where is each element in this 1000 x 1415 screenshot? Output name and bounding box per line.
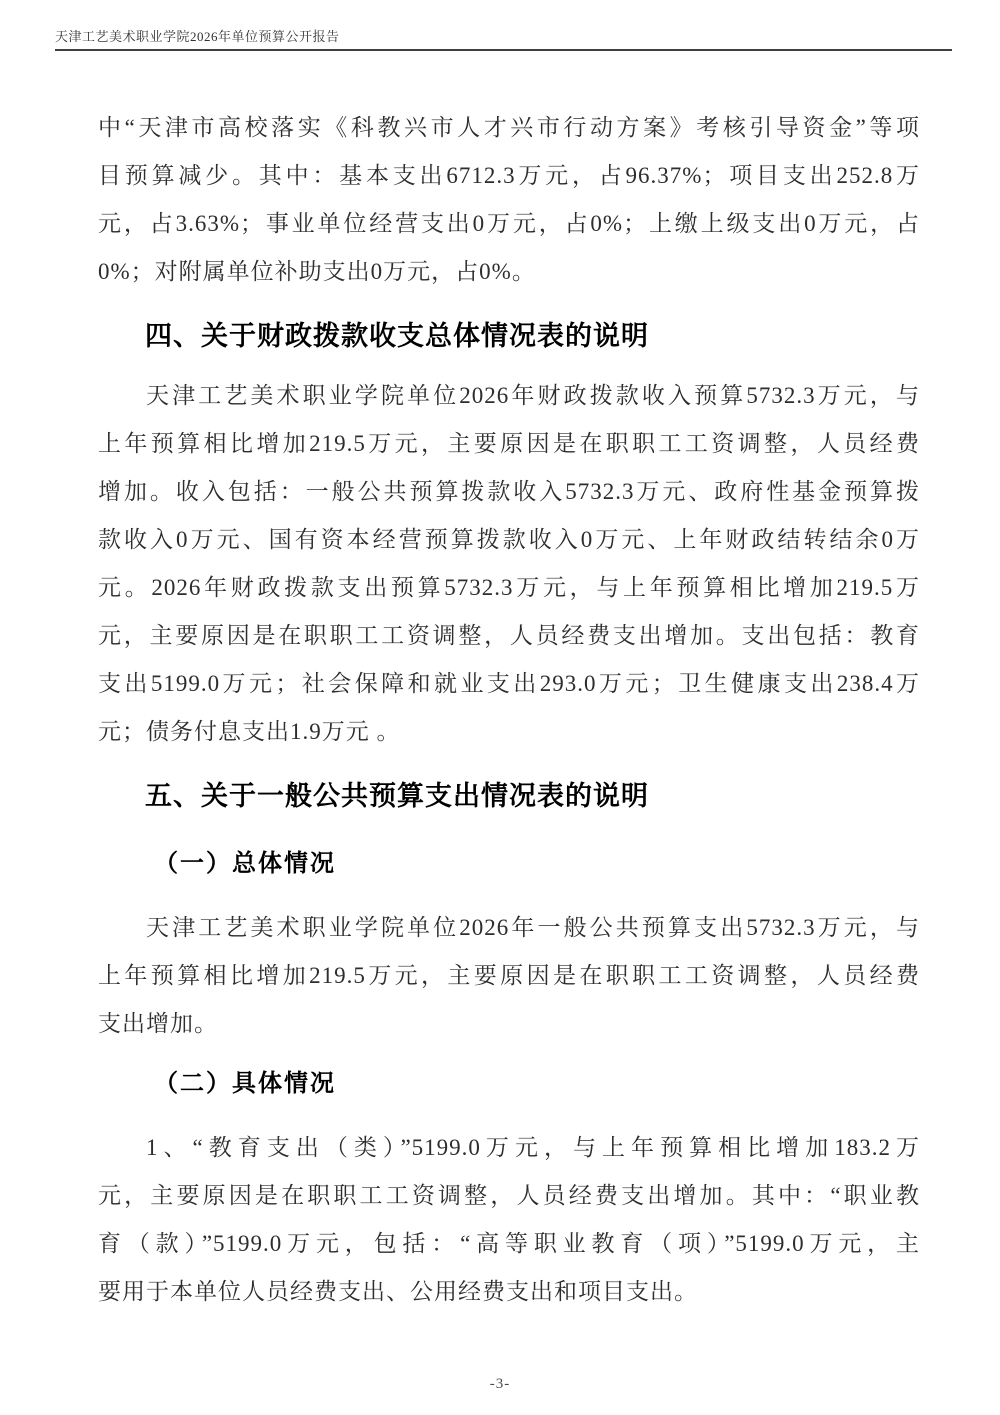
paragraph-line: 0%；对附属单位补助支出0万元，占0%。: [98, 259, 536, 284]
paragraph-line: 款收入0万元、国有资本经营预算拨款收入0万元、上年财政结转结余0万: [98, 527, 920, 552]
continuation-paragraph: [98, 104, 920, 296]
paragraph-line: 天津工艺美术职业学院单位2026年一般公共预算支出5732.3万元，与: [146, 915, 920, 940]
paragraph-line: 要用于本单位人员经费支出、公用经费支出和项目支出。: [98, 1279, 698, 1304]
section-heading-4: 四、关于财政拨款收支总体情况表的说明: [145, 321, 649, 351]
paragraph-line: 支出5199.0万元；社会保障和就业支出293.0万元；卫生健康支出238.4万: [98, 671, 920, 696]
paragraph-line: 中“天津市高校落实《科教兴市人才兴市行动方案》考核引导资金”等项: [98, 115, 920, 140]
specific-situation-paragraph: [98, 1124, 920, 1316]
paragraph-line: 天津工艺美术职业学院单位2026年财政拨款收入预算5732.3万元，与: [146, 383, 920, 408]
paragraph-line: 1、“教育支出（类）”5199.0万元，与上年预算相比增加183.2万: [146, 1135, 920, 1160]
page-number: -3-: [489, 1376, 511, 1392]
general-situation-paragraph: [98, 904, 920, 1048]
paragraph-line: 增加。收入包括：一般公共预算拨款收入5732.3万元、政府性基金预算拨: [98, 479, 920, 504]
paragraph-line: 目预算减少。其中：基本支出6712.3万元，占96.37%；项目支出252.8万: [98, 163, 920, 188]
paragraph-line: 上年预算相比增加219.5万元，主要原因是在职职工工资调整，人员经费: [98, 431, 920, 456]
document-body: [98, 104, 920, 1316]
paragraph-line: 元，主要原因是在职职工工资调整，人员经费支出增加。支出包括：教育: [98, 623, 920, 648]
paragraph-line: 元，主要原因是在职职工工资调整，人员经费支出增加。其中：“职业教: [98, 1183, 920, 1208]
paragraph-line: 元，占3.63%；事业单位经营支出0万元，占0%；上缴上级支出0万元，占: [98, 211, 920, 236]
fiscal-appropriation-paragraph: [98, 372, 920, 756]
paragraph-line: 元；债务付息支出1.9万元 。: [98, 719, 401, 744]
document-header-title: 天津工艺美术职业学院2026年单位预算公开报告: [55, 29, 340, 44]
section-heading-5: 五、关于一般公共预算支出情况表的说明: [145, 781, 649, 811]
header-divider: [55, 49, 952, 51]
paragraph-line: 育（款）”5199.0万元，包括：“高等职业教育（项）”5199.0万元，主: [98, 1231, 920, 1256]
subsection-heading-1: （一）总体情况: [154, 851, 336, 877]
paragraph-line: 支出增加。: [98, 1011, 218, 1036]
subsection-heading-2: （二）具体情况: [154, 1071, 336, 1097]
paragraph-line: 元。2026年财政拨款支出预算5732.3万元，与上年预算相比增加219.5万: [98, 575, 920, 600]
paragraph-line: 上年预算相比增加219.5万元，主要原因是在职职工工资调整，人员经费: [98, 963, 920, 988]
